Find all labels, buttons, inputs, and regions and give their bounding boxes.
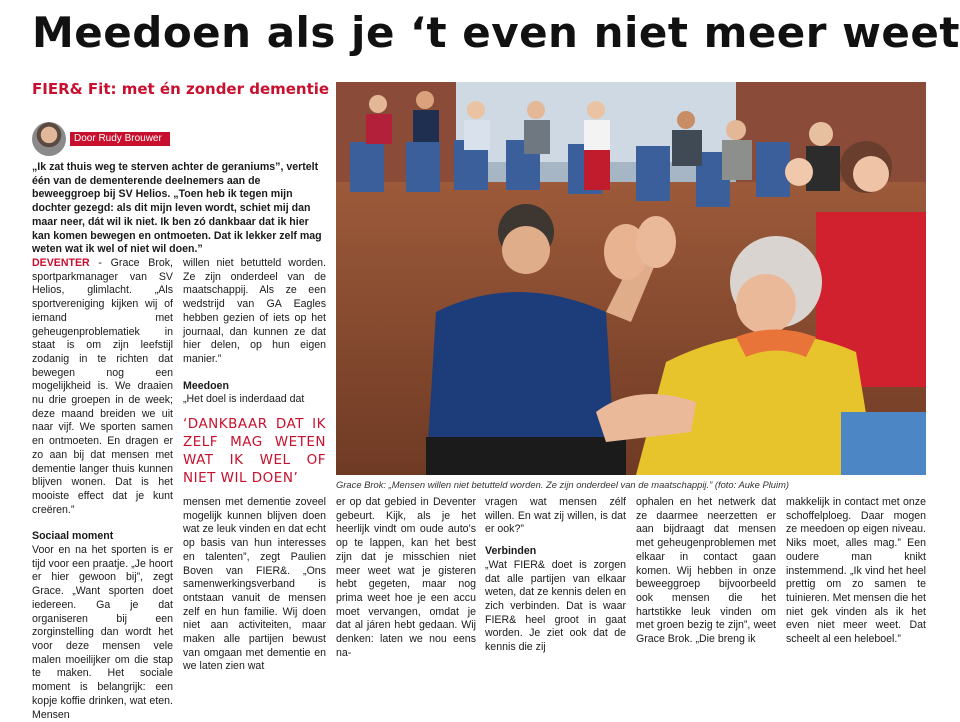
bottom-c4-paragraph-1: vragen wat mensen zélf willen. En wat zij willen, is dat er ook?” bbox=[485, 496, 626, 536]
bottom-column-4 bbox=[485, 496, 626, 655]
article-column-2 bbox=[183, 257, 326, 487]
bottom-c5-text: ophalen en het netwerk dat ze daarmee neerzetten er aan bijdraagt dat mensen met geheugenproblemen met elkaar in contact gaan komen. Wij hebben in onze beweeggroep bijvoorbeeld ook mensen die het hartstikke leuk vinden om met groen bezig te zijn”, weet Grace Brok. „Die breng ik bbox=[636, 496, 776, 646]
pull-quote: ‘DANKBAAR DAT IK ZELF MAG WETEN WAT IK WEL OF NIET WIL DOEN’ bbox=[183, 416, 326, 487]
bottom-column-6 bbox=[786, 496, 926, 647]
byline bbox=[32, 122, 170, 156]
bottom-c6-text: makkelijk in contact met onze schoffelploeg. Daar mogen ze meedoen op eigen niveau. Niks moet, alles mag.” Een oudere man knikt instemmend. „Ik vind het heel prettig om zo samen te tuinieren. Met mensen die het niet gek vinden als ik het even niet meer weet. Dat scheelt al een heleboel.” bbox=[786, 496, 926, 646]
bottom-c3-text: er op dat gebied in Deventer gebeurt. Kijk, als je het heerlijk vindt om oude auto’s op te lappen, kan het best zijn dat je misschien niet meer weet wat je gisteren hebt gegeten, maar nog prima weet hoe je een accu moet vervangen, omdat je dat al járen hebt gedaan. Wij denken: laten we nou eens na- bbox=[336, 496, 476, 659]
article-column-1 bbox=[32, 257, 173, 722]
section-heading-sociaal-moment: Sociaal moment bbox=[32, 530, 114, 543]
col1-paragraph-2: Voor en na het sporten is er tijd voor een praatje. „Je hoort er hier gewoon bij”, zegt Grace. „Want sporten doet iedereen. Ga je dat organiseren bij een zorginstelling dan wordt het voor deze mensen vele malen moeilijker om die stap te maken. Het sociale moment is belangrijk: een kopje koffie drinken, wat eten. Mensen bbox=[32, 544, 173, 721]
author-avatar bbox=[32, 122, 66, 156]
col1-paragraph-1: - Grace Brok, sportparkmanager van SV Helios, glimlacht. „Als sportvereniging kijken wij of iemand met geheugenproblematiek in staat is om zijn leefstijl zodanig in te richten dat bewegen nog een mogelijkheid is. We draaien nu drie groepen in de week; deze maand breiden we uit naar vijf. We sporten samen en ontmoeten. En dragen er zo aan bij dat mensen met dementie langer thuis kunnen blijven wonen. Dat is het mooiste effect dat je kunt creëren.” bbox=[32, 257, 173, 516]
col2-paragraph-2: „Het doel is inderdaad dat bbox=[183, 393, 305, 406]
bottom-c2-text: mensen met dementie zoveel mogelijk kunnen blijven doen wat ze leuk vinden en dat echt op basis van hun interesses en talenten”, zegt Paulien Boven van FIER&. „Ons samenwerkingsverband is ontstaan vanuit de mensen zelf en hun familie. Wij doen niet aan activiteiten, maar maken alle partijen bewust van omgaan met dementie en we laten zien wat bbox=[183, 496, 326, 673]
subheadline: FIER& Fit: met én zonder dementie bbox=[32, 80, 330, 98]
dateline: DEVENTER bbox=[32, 257, 90, 269]
section-heading-verbinden: Verbinden bbox=[485, 545, 537, 558]
bottom-c4-paragraph-2: „Wat FIER& doet is zorgen dat alle partijen van elkaar weten, dat ze kennis delen en zich verbinden. Dat is waar FIER& heel groot in gaat worden. Je ziet ook dat de kennis die zij bbox=[485, 558, 626, 654]
col2-paragraph-1: willen niet betutteld worden. Ze zijn onderdeel van de maatschappij. Als ze een wedstrijd van GA Eagles hebben gezien of iets op het journaal, dan kunnen ze dat hier delen, op hun eigen manier.” bbox=[183, 257, 326, 365]
lead-paragraph: „Ik zat thuis weg te sterven achter de geraniums”, vertelt één van de dementerende deelnemers aan de beweeggroep bij SV Helios. „Toen heb ik tegen mijn dochter gezegd: als dit mijn leven wordt, schiet mij dan maar neer, dát wil ik niet. Ik ben zó dankbaar dat ik hier kan komen bewegen en ontmoeten. Dat ik lekker zelf mag weten wat ik wel of niet wil doen.” bbox=[32, 161, 322, 256]
article-photo bbox=[336, 82, 926, 475]
byline-label: Door Rudy Brouwer bbox=[70, 132, 170, 146]
bottom-column-5 bbox=[636, 496, 776, 647]
bottom-column-3 bbox=[336, 496, 476, 660]
bottom-column-2 bbox=[183, 496, 326, 674]
section-heading-meedoen: Meedoen bbox=[183, 379, 229, 392]
photo-caption: Grace Brok: „Mensen willen niet betutteld worden. Ze zijn onderdeel van de maatschappij.” (foto: Auke Pluim) bbox=[336, 479, 790, 490]
headline: Meedoen als je ‘t even niet meer weet bbox=[32, 8, 960, 57]
